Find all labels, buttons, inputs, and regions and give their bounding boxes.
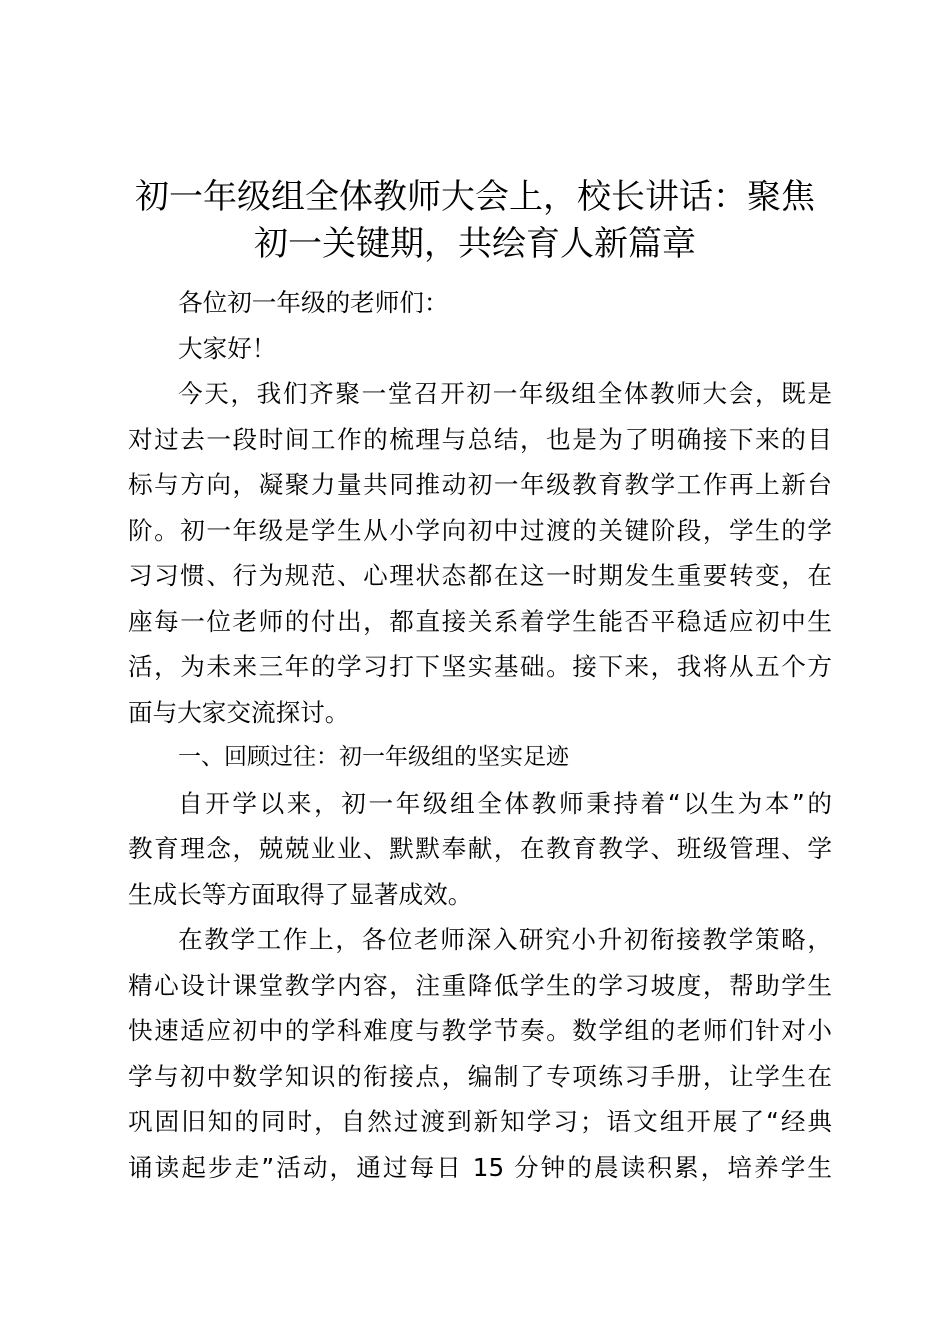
paragraph-line: 习习惯、行为规范、心理状态都在这一时期发生重要转变，在 [128,561,832,590]
paragraph-line: 诵读起步走”活动，通过每日 15 分钟的晨读积累，培养学生 [128,1152,832,1182]
document-title-line-1: 初一年级组全体教师大会上，校长讲话：聚焦 [135,177,815,217]
paragraph-line: 对过去一段时间工作的梳理与总结，也是为了明确接下来的目 [128,424,832,454]
paragraph-line: 教育理念，兢兢业业、默默奉献，在教育教学、班级管理、学 [128,834,832,863]
paragraph-line: 生成长等方面取得了显著成效。 [128,879,473,909]
salutation: 各位初一年级的老师们： [178,288,449,317]
intro-paragraph [128,371,832,735]
paragraph-line: 面与大家交流探讨。 [128,697,350,727]
paragraph-line: 快速适应初中的学科难度与教学节奏。数学组的老师们针对小 [128,1016,832,1045]
paragraph-line: 自开学以来，初一年级组全体教师秉持着“以生为本”的 [178,788,832,818]
greeting: 大家好！ [178,333,277,363]
paragraph-line: 座每一位老师的付出，都直接关系着学生能否平稳适应初中生 [128,606,832,636]
paragraph-line: 今天，我们齐聚一堂召开初一年级组全体教师大会，既是 [178,379,832,408]
paragraph-line: 巩固旧知的同时，自然过渡到新知学习；语文组开展了“经典 [128,1107,832,1136]
paragraph-line: 在教学工作上，各位老师深入研究小升初衔接教学策略， [178,925,832,954]
paragraph-line: 活，为未来三年的学习打下坚实基础。接下来，我将从五个方 [128,652,832,681]
section1-paragraph-2 [128,917,832,1190]
document-title-line-2: 初一关键期，共绘育人新篇章 [254,224,696,264]
section-heading: 一、回顾过往：初一年级组的坚实足迹 [178,744,569,770]
paragraph-line: 阶。初一年级是学生从小学向初中过渡的关键阶段，学生的学 [128,515,832,545]
paragraph-line: 精心设计课堂教学内容，注重降低学生的学习坡度，帮助学生 [128,970,832,1000]
paragraph-line: 学与初中数学知识的衔接点，编制了专项练习手册，让学生在 [128,1061,832,1091]
document-body [128,280,832,1190]
section1-paragraph-1 [128,781,832,918]
paragraph-line: 标与方向，凝聚力量共同推动初一年级教育教学工作再上新台 [128,470,832,499]
